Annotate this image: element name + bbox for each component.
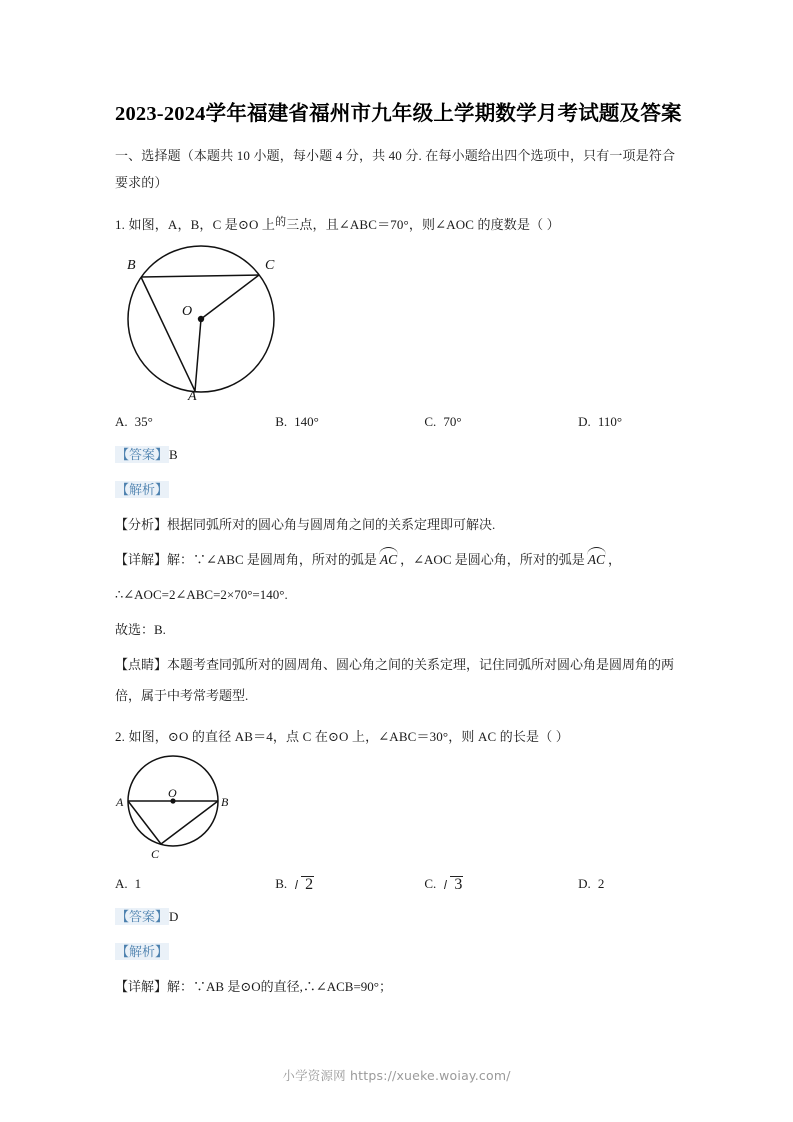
detail-part1: 解：∵∠ABC 是圆周角，所对的弧是 [167,552,377,567]
question-1-analysis-tag [115,474,688,505]
question-1-stem [115,208,688,239]
question-2-figure [115,755,688,865]
label-a: A [116,795,124,809]
option-c-value: 3 [454,876,463,893]
radius-oa [195,319,201,391]
arc-ac-2 [587,553,606,567]
option-b-label: B. [275,414,288,429]
question-2-analysis-tag [115,936,688,967]
label-a: A [188,389,197,401]
option-b[interactable] [275,409,424,435]
question-1-detail-line3: 故选：B. [115,622,166,637]
option-d-label: D. [578,414,591,429]
option-a[interactable] [115,409,275,435]
analysis-tag: 【解析】 [116,944,169,959]
chord-cb [161,801,218,844]
option-b[interactable] [275,871,424,897]
detail-label: 【详解】 [115,979,168,994]
option-c-label: C. [424,414,437,429]
label-c: C [151,847,160,861]
option-a-value: 35° [134,414,153,429]
sqrt-icon [294,876,313,892]
question-2-number: 2. [115,729,126,744]
question-2-options [115,871,688,897]
tip-text: 本题考查同弧所对的圆周角、圆心角之间的关系定理，记住同弧所对圆心角是圆周角的两倍，属于中考常考题型. [115,657,675,703]
arc-cap-icon [587,547,606,555]
question-1-analysis [115,509,688,540]
circle-diameter-diagram [115,755,275,863]
option-a-value: 1 [134,876,142,891]
arc-ac-1 [379,553,398,567]
option-a[interactable] [115,871,275,897]
analysis-label: 【分析】 [115,517,168,532]
chord-bc [141,275,259,277]
label-o: O [168,786,177,800]
sqrt-icon [443,876,462,892]
question-1-stem-part1: 如图，A，B，C 是⊙O 上 [128,217,276,232]
option-d-value: 110° [597,414,623,429]
option-d-label: D. [578,876,591,891]
page-title: 2023-2024学年福建省福州市九年级上学期数学月考试题及答案 [115,103,682,125]
question-2-detail-line1 [115,971,688,1002]
label-b: B [127,258,136,273]
option-a-label: A. [115,414,128,429]
question-1-stem-sup: 的 [275,216,287,228]
question-1-answer [115,439,688,470]
arc-ac-2-text: AC [587,552,606,567]
question-1-tip [115,649,688,711]
question-1-stem-part2: 三点，且∠ABC＝70°，则∠AOC 的度数是（ ） [286,217,560,232]
detail-part2: ，∠AOC 是圆心角，所对的弧是 [400,552,585,567]
circle-inscribed-angle-diagram [119,243,329,401]
option-d[interactable] [578,409,688,435]
answer-value: D [169,909,179,924]
answer-tag: 【答案】 [116,447,169,462]
option-c-value: 70° [443,414,462,429]
analysis-tag: 【解析】 [116,482,169,497]
answer-value: B [169,447,178,462]
option-c[interactable] [424,871,578,897]
option-b-label: B. [275,876,288,891]
arc-cap-icon [379,547,398,555]
label-b: B [221,795,229,809]
analysis-text: 根据同弧所对的圆心角与圆周角之间的关系定理即可解决. [167,517,496,532]
question-1-detail-line2: ∴∠AOC=2∠ABC=2×70°=140°. [115,587,288,602]
option-c-label: C. [424,876,437,891]
arc-ac-1-text: AC [379,552,398,567]
label-o: O [182,304,193,319]
question-1-options [115,409,688,435]
option-b-value: 140° [294,414,319,429]
chord-ba [141,277,195,391]
detail-text: 解：∵AB 是⊙O的直径,∴∠ACB=90°； [167,979,393,994]
question-1-figure [119,243,688,403]
section-heading: 一、选择题（本题共 10 小题，每小题 4 分，共 40 分. 在每小题给出四个选项中，只有一项是符合要求的） [115,148,676,190]
footer-watermark: 小学资源网 https://xueke.woiay.com/ [282,1068,511,1083]
center-point-o [198,316,204,322]
option-b-value: 2 [305,876,314,893]
answer-tag: 【答案】 [116,909,169,924]
question-2-stem [115,723,688,751]
question-1-number: 1. [115,217,126,232]
tip-label: 【点睛】 [115,657,168,672]
question-1-detail-line1 [115,544,688,575]
detail-label: 【详解】 [115,552,168,567]
radius-oc [201,275,259,319]
question-2-stem-text: 如图，⊙O 的直径 AB＝4，点 C 在⊙O 上，∠ABC＝30°，则 AC 的长是（ ） [128,729,569,744]
option-c[interactable] [424,409,578,435]
label-c: C [265,258,275,273]
option-d-value: 2 [597,876,605,891]
question-2-answer [115,901,688,932]
option-d[interactable] [578,871,688,897]
option-a-label: A. [115,876,128,891]
detail-part3: ， [608,552,622,567]
